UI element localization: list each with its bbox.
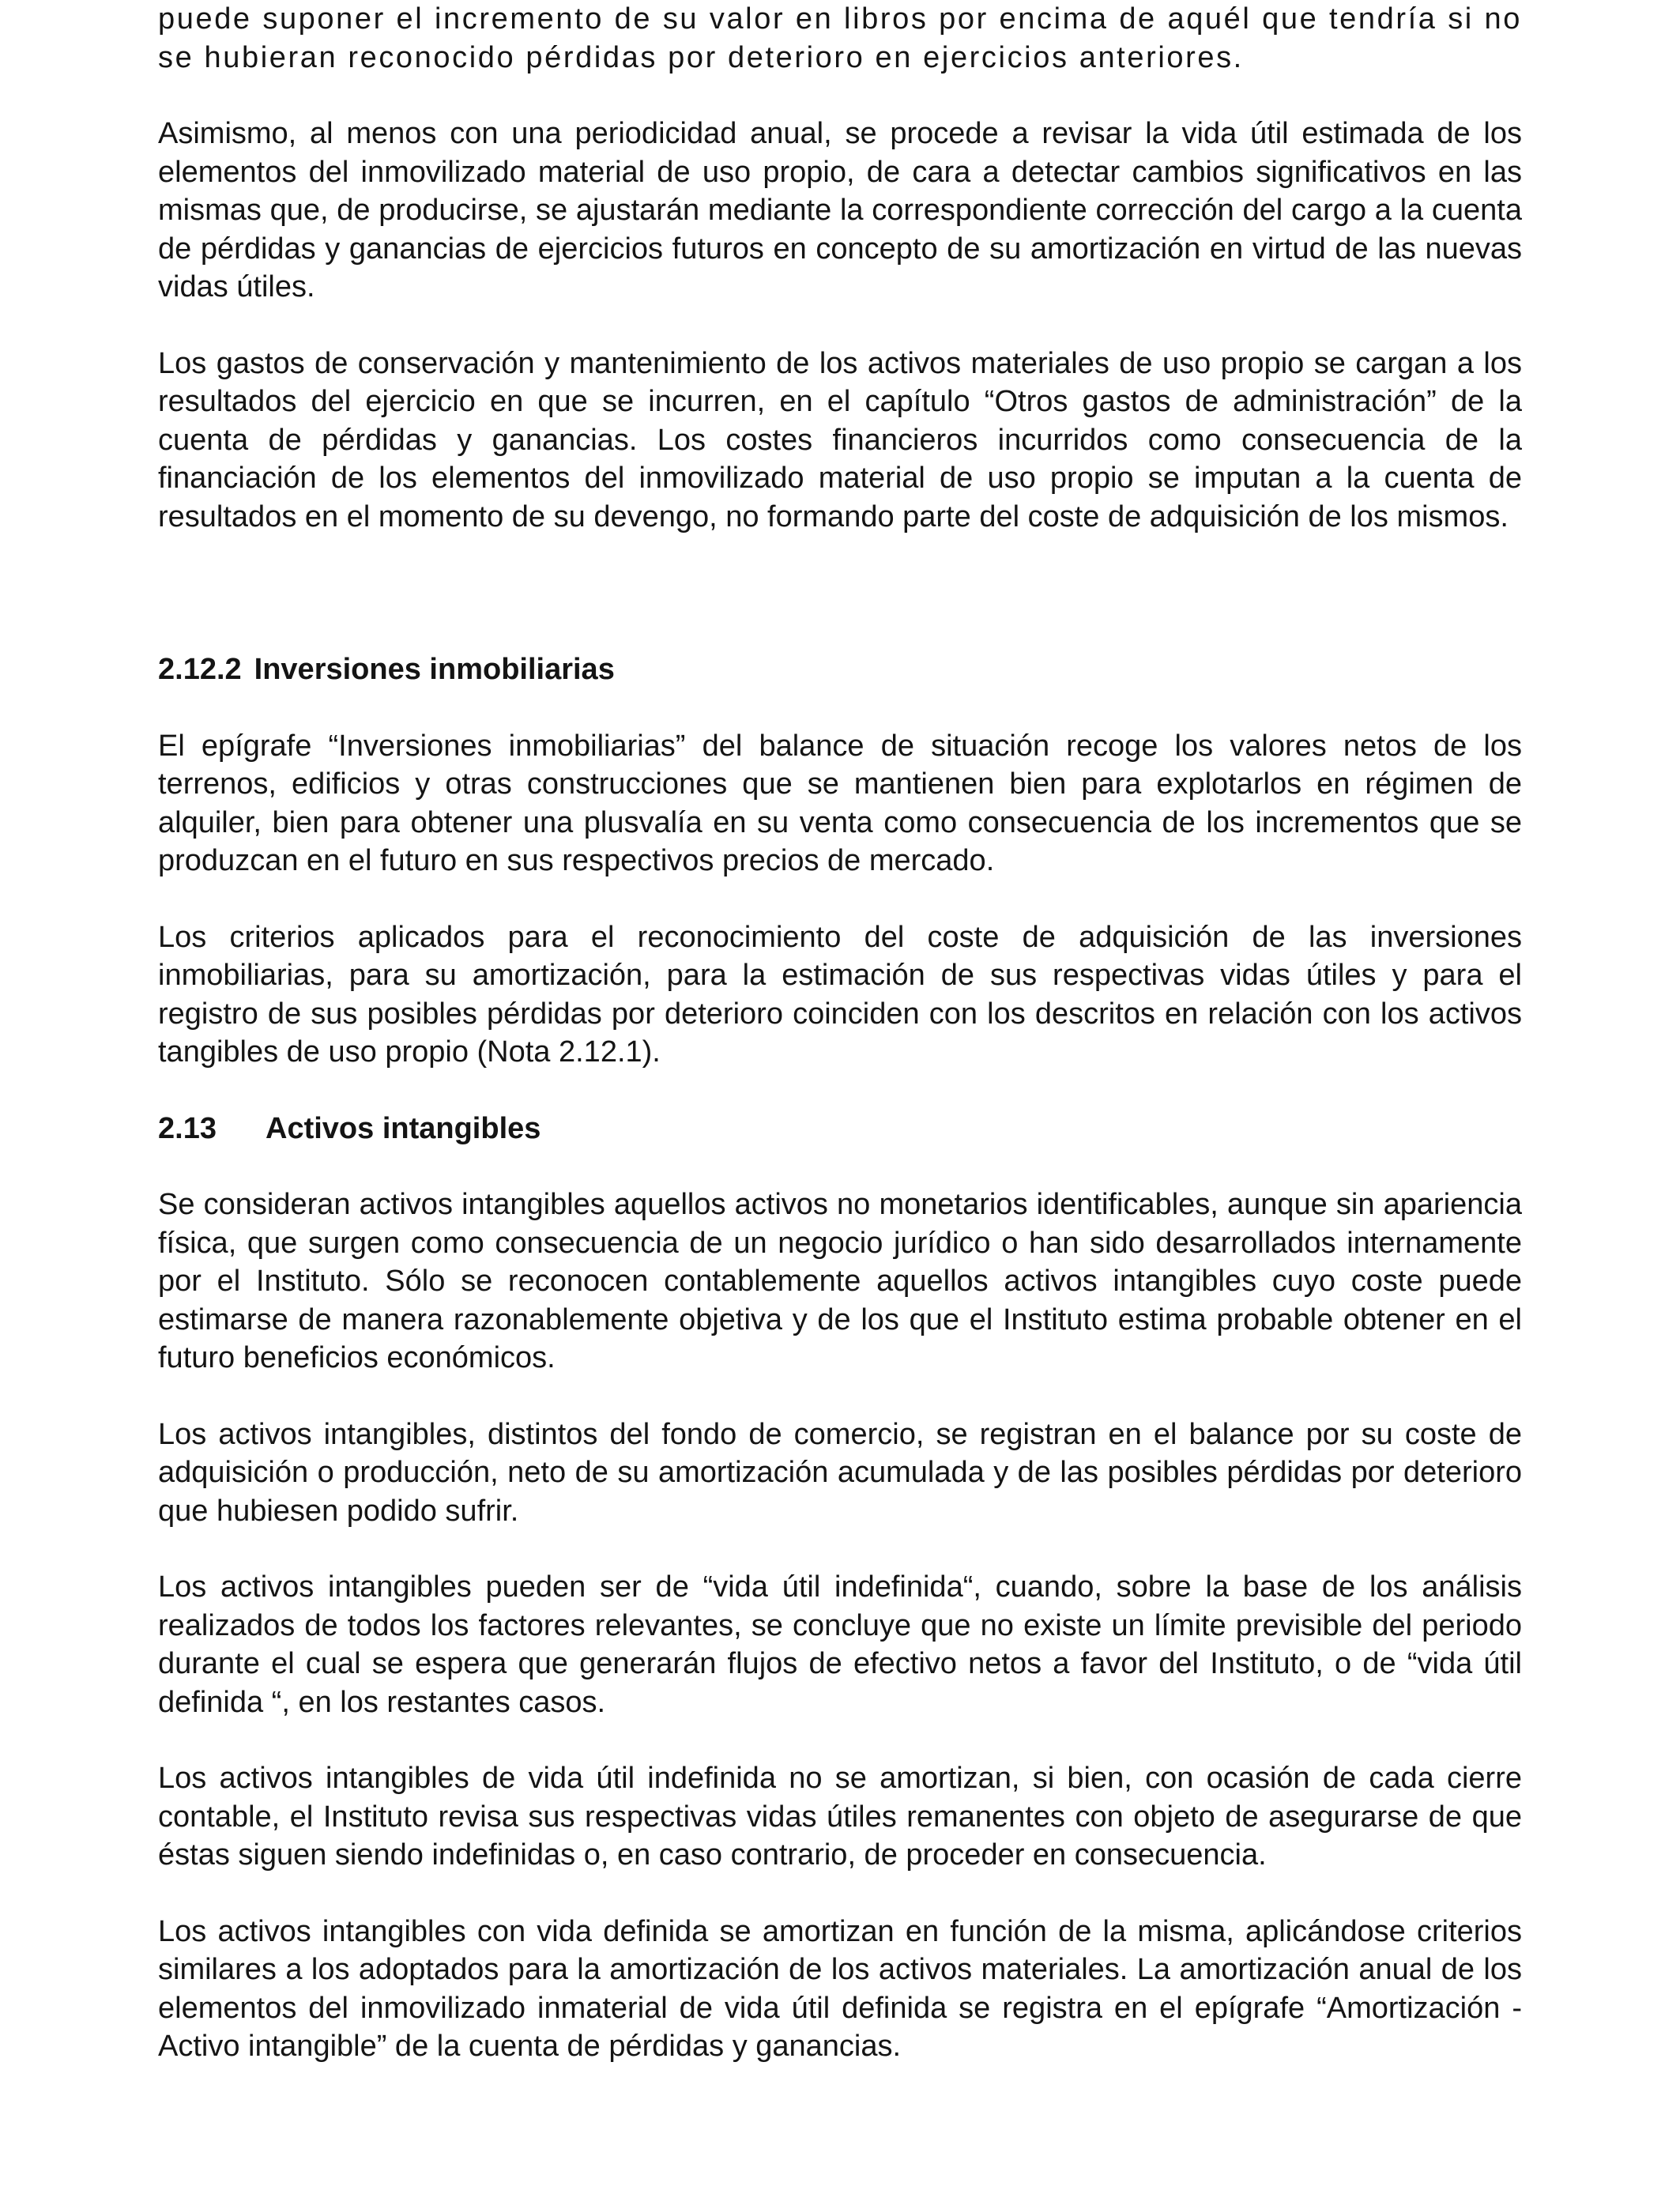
paragraph-maintenance-costs: Los gastos de conservación y mantenimiento de los activos materiales de uso propio se cargan a los resultados del ejercicio en que se incurren, en el capítulo “Otros gastos de administración” de la cuenta de pérdidas y ganancias. Los costes financieros incurridos como consecuencia de la financiación de los elementos del inmovilizado material de uso propio se imputan a la cuenta de resultados en el momento de su devengo, no formando parte del coste de adquisición de los mismos.: [158, 346, 1522, 533]
section-heading-2-13: [158, 1110, 1522, 1148]
section-number: 2.13: [158, 1111, 217, 1145]
paragraph-investment-property-definition: El epígrafe “Inversiones inmobiliarias” del balance de situación recoge los valores netos de los terrenos, edificios y otras construcciones que se mantienen bien para explotarlos en régimen de alquiler, bien para obtener una plusvalía en su venta como consecuencia de los incrementos que se produzcan en el futuro en sus respectivos precios de mercado.: [158, 729, 1522, 877]
paragraph-intangibles-indefinite: Los activos intangibles de vida útil indefinida no se amortizan, si bien, con ocasión de cada cierre contable, el Instituto revisa sus respectivas vidas útiles remanentes con objeto de asegurarse de que éstas siguen siendo indefinidas o, en caso contrario, de proceder en consecuencia.: [158, 1762, 1522, 1872]
paragraph-investment-property-criteria: Los criterios aplicados para el reconocimiento del coste de adquisición de las inversiones inmobiliarias, para su amortización, para la estimación de sus respectivas vidas útiles y para el registro de sus posibles pérdidas por deterioro coinciden con los descritos en relación con los activos tangibles de uso propio (Nota 2.12.1).: [158, 920, 1522, 1069]
paragraph-intangibles-useful-life: Los activos intangibles pueden ser de “vida útil indefinida“, cuando, sobre la base de los análisis realizados de todos los factores relevantes, se concluye que no existe un límite previsible del periodo durante el cual se espera que generarán flujos de efectivo netos a favor del Instituto, o de “vida útil definida “, en los restantes casos.: [158, 1570, 1522, 1719]
section-title: Inversiones inmobiliarias: [254, 653, 615, 686]
paragraph-continuation: puede suponer el incremento de su valor en libros por encima de aquél que tendría si no se hubieran reconocido pérdidas por deterioro en ejercicios anteriores.: [158, 2, 1522, 74]
paragraph-intangibles-definition: Se consideran activos intangibles aquellos activos no monetarios identificables, aunque sin apariencia física, que surgen como consecuencia de un negocio jurídico o han sido desarrollados internamente por el Instituto. Sólo se reconocen contablemente aquellos activos intangibles cuyo coste puede estimarse de manera razonablemente objetiva y de los que el Instituto estima probable obtener en el futuro beneficios económicos.: [158, 1188, 1522, 1374]
document-page: [158, 0, 1522, 2066]
paragraph-intangibles-recognition: Los activos intangibles, distintos del fondo de comercio, se registran en el balance por su coste de adquisición o producción, neto de su amortización acumulada y de las posibles pérdidas por deterioro que hubiesen podido sufrir.: [158, 1417, 1522, 1528]
section-title: Activos intangibles: [266, 1111, 541, 1145]
section-heading-2-12-2: [158, 650, 1522, 689]
paragraph-intangibles-definite: Los activos intangibles con vida definida se amortizan en función de la misma, aplicándose criterios similares a los adoptados para la amortización de los activos materiales. La amortización anual de los elementos del inmovilizado inmaterial de vida útil definida se registra en el epígrafe “Amortización - Activo intangible” de la cuenta de pérdidas y ganancias.: [158, 1914, 1522, 2063]
paragraph-useful-life-review: Asimismo, al menos con una periodicidad anual, se procede a revisar la vida útil estimada de los elementos del inmovilizado material de uso propio, de cara a detectar cambios significativos en las mismas que, de producirse, se ajustarán mediante la correspondiente corrección del cargo a la cuenta de pérdidas y ganancias de ejercicios futuros en concepto de su amortización en virtud de las nuevas vidas útiles.: [158, 117, 1522, 303]
section-number: 2.12.2: [158, 653, 242, 686]
